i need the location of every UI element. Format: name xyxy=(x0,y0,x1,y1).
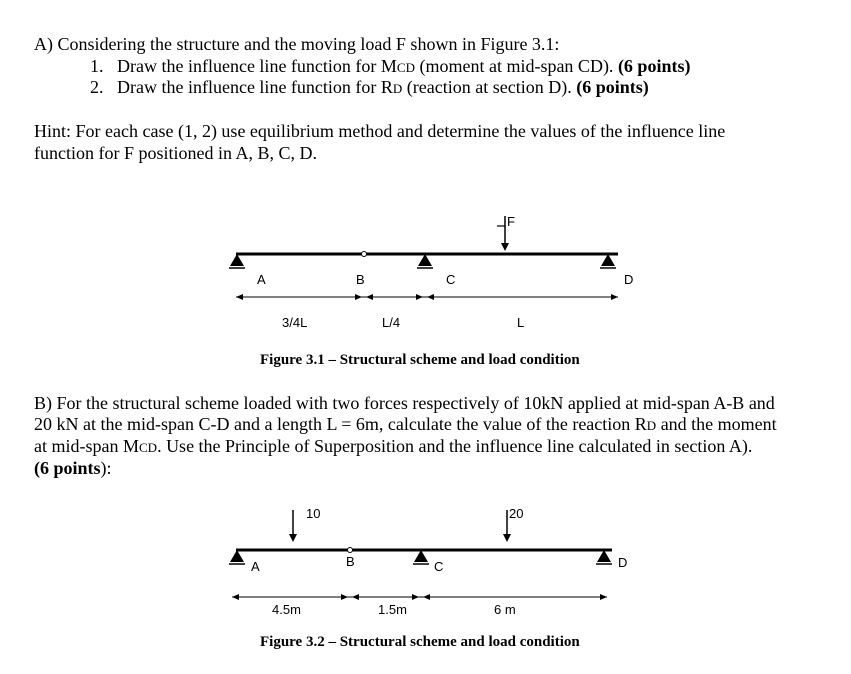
part-b-line-3-text: at mid-span M xyxy=(34,436,139,456)
fig2-node-c: C xyxy=(434,559,444,574)
fig2-load-20-label: 20 xyxy=(509,506,524,521)
fig2-dim-ab: 4.5m xyxy=(272,602,301,617)
fig1-node-a: A xyxy=(257,272,266,287)
part-b-line-2-end: and the moment xyxy=(656,414,777,434)
item-2-subscript: D xyxy=(392,81,403,96)
fig2-load-10-label: 10 xyxy=(306,506,321,521)
hint-line-2: function for F positioned in A, B, C, D. xyxy=(34,143,317,163)
part-b-line-1: B) For the structural scheme loaded with two forces respectively of 10kN applied at mid-span A-B and xyxy=(34,393,775,413)
item-2-points: (6 points) xyxy=(576,77,649,97)
part-b-line-3-end: . Use the Principle of Superposition and the influence line calculated in section A). xyxy=(157,436,753,456)
fig1-node-b: B xyxy=(356,272,365,287)
fig1-node-c: C xyxy=(446,272,456,287)
fig2-dim-bc: 1.5m xyxy=(378,602,407,617)
part-b-line-4-end: ): xyxy=(100,458,112,478)
fig1-load-label: F xyxy=(507,214,515,229)
fig1-node-d: D xyxy=(624,272,634,287)
part-a-title: A) Considering the structure and the moving load F shown in Figure 3.1: xyxy=(34,34,560,54)
item-1-points: (6 points) xyxy=(617,56,691,76)
item-1-text: Draw the influence line function for M xyxy=(117,56,397,76)
item-1-subscript: CD xyxy=(396,60,415,75)
fig2-node-a: A xyxy=(251,559,260,574)
item-2-text: Draw the influence line function for R xyxy=(117,77,393,97)
fig2-load-10-arrow xyxy=(289,510,297,542)
part-b-line-2-text: 20 kN at the mid-span C-D and a length L = 6m, calculate the value of the reaction R xyxy=(34,414,647,434)
item-2-number: 2. xyxy=(90,77,104,97)
fig2-dim-cd: 6 m xyxy=(494,602,516,617)
fig2-dimension-line xyxy=(232,594,607,600)
fig2-support-d xyxy=(596,550,612,564)
hint-line-1: Hint: For each case (1, 2) use equilibrium method and determine the values of the influence line xyxy=(34,121,726,141)
fig2-node-b: B xyxy=(346,554,355,569)
part-b-rd-subscript: D xyxy=(646,418,657,433)
figure-3-2-caption: Figure 3.2 – Structural scheme and load condition xyxy=(260,634,580,650)
fig1-dim-cd: L xyxy=(517,315,525,330)
fig2-node-d: D xyxy=(618,555,628,570)
item-1-number: 1. xyxy=(90,56,104,76)
part-b-points: (6 points xyxy=(34,458,101,478)
fig2-support-c xyxy=(413,550,429,564)
figure-3-1-caption: Figure 3.1 – Structural scheme and load condition xyxy=(260,352,580,368)
part-b-mcd-subscript: CD xyxy=(139,440,158,455)
fig2-hinge-b xyxy=(348,548,353,553)
item-1-desc: (moment at mid-span CD). xyxy=(414,56,618,76)
fig2-support-a xyxy=(229,550,245,564)
item-2-desc: (reaction at section D). xyxy=(402,77,577,97)
fig1-dim-ab: 3/4L xyxy=(282,315,308,330)
fig1-dim-bc: L/4 xyxy=(382,315,401,330)
